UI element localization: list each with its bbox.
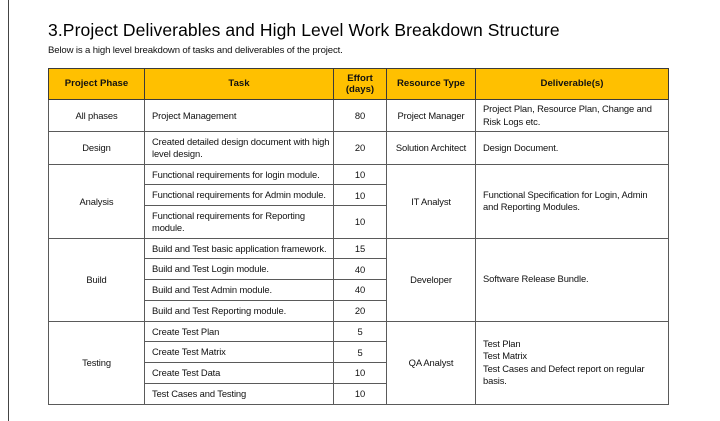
cell-task: Functional requirements for login module. (145, 164, 334, 185)
cell-resource-type: Solution Architect (387, 132, 476, 165)
cell-task: Create Test Plan (145, 321, 334, 342)
cell-project-phase: Testing (49, 321, 145, 404)
cell-effort-days: 10 (334, 185, 387, 206)
page-subtitle: Below is a high level breakdown of tasks and deliverables of the project. (48, 45, 343, 57)
cell-effort-days: 40 (334, 259, 387, 280)
table-row (49, 238, 669, 259)
cell-task: Build and Test Login module. (145, 259, 334, 280)
column-header-task: Task (145, 68, 334, 100)
column-header-resource-type: Resource Type (387, 68, 476, 100)
cell-deliverable: Test Plan Test Matrix Test Cases and Defect report on regular basis. (476, 321, 669, 404)
cell-effort-days: 5 (334, 321, 387, 342)
cell-effort-days: 20 (334, 300, 387, 321)
column-header-project-phase: Project Phase (49, 68, 145, 100)
table-row (49, 164, 669, 185)
work-breakdown-table (48, 68, 669, 405)
cell-effort-days: 10 (334, 206, 387, 239)
cell-task: Create Test Data (145, 363, 334, 384)
document-content (48, 0, 668, 405)
cell-effort-days: 15 (334, 238, 387, 259)
cell-effort-days: 10 (334, 363, 387, 384)
table-row (49, 132, 669, 165)
cell-task: Build and Test Reporting module. (145, 300, 334, 321)
column-header-effort (334, 68, 387, 100)
cell-effort-days: 10 (334, 164, 387, 185)
cell-project-phase: Design (49, 132, 145, 165)
column-header-deliverables: Deliverable(s) (476, 68, 669, 100)
cell-effort-days: 80 (334, 100, 387, 132)
cell-deliverable: Design Document. (476, 132, 669, 165)
page-title: 3.Project Deliverables and High Level Work Breakdown Structure (48, 20, 560, 40)
cell-deliverable: Project Plan, Resource Plan, Change and Risk Logs etc. (476, 100, 669, 132)
page-left-border (8, 0, 9, 421)
cell-effort-days: 5 (334, 342, 387, 363)
table-header-row (49, 68, 669, 100)
cell-project-phase: Analysis (49, 164, 145, 238)
cell-deliverable: Functional Specification for Login, Admin and Reporting Modules. (476, 164, 669, 238)
column-header-effort-line1: Effort (347, 72, 373, 84)
cell-resource-type: Developer (387, 238, 476, 321)
table-row (49, 321, 669, 342)
cell-task: Functional requirements for Reporting module. (145, 206, 334, 239)
cell-task: Create Test Matrix (145, 342, 334, 363)
column-header-effort-line2: (days) (345, 83, 375, 95)
cell-effort-days: 40 (334, 280, 387, 301)
cell-task: Build and Test Admin module. (145, 280, 334, 301)
cell-task: Functional requirements for Admin module. (145, 185, 334, 206)
cell-task: Created detailed design document with high level design. (145, 132, 334, 165)
cell-resource-type: Project Manager (387, 100, 476, 132)
cell-resource-type: IT Analyst (387, 164, 476, 238)
cell-effort-days: 10 (334, 383, 387, 404)
table-body (49, 100, 669, 404)
cell-task: Test Cases and Testing (145, 383, 334, 404)
cell-project-phase: Build (49, 238, 145, 321)
cell-deliverable: Software Release Bundle. (476, 238, 669, 321)
table-row (49, 100, 669, 132)
cell-resource-type: QA Analyst (387, 321, 476, 404)
cell-effort-days: 20 (334, 132, 387, 165)
cell-task: Project Management (145, 100, 334, 132)
cell-task: Build and Test basic application framework. (145, 238, 334, 259)
cell-project-phase: All phases (49, 100, 145, 132)
